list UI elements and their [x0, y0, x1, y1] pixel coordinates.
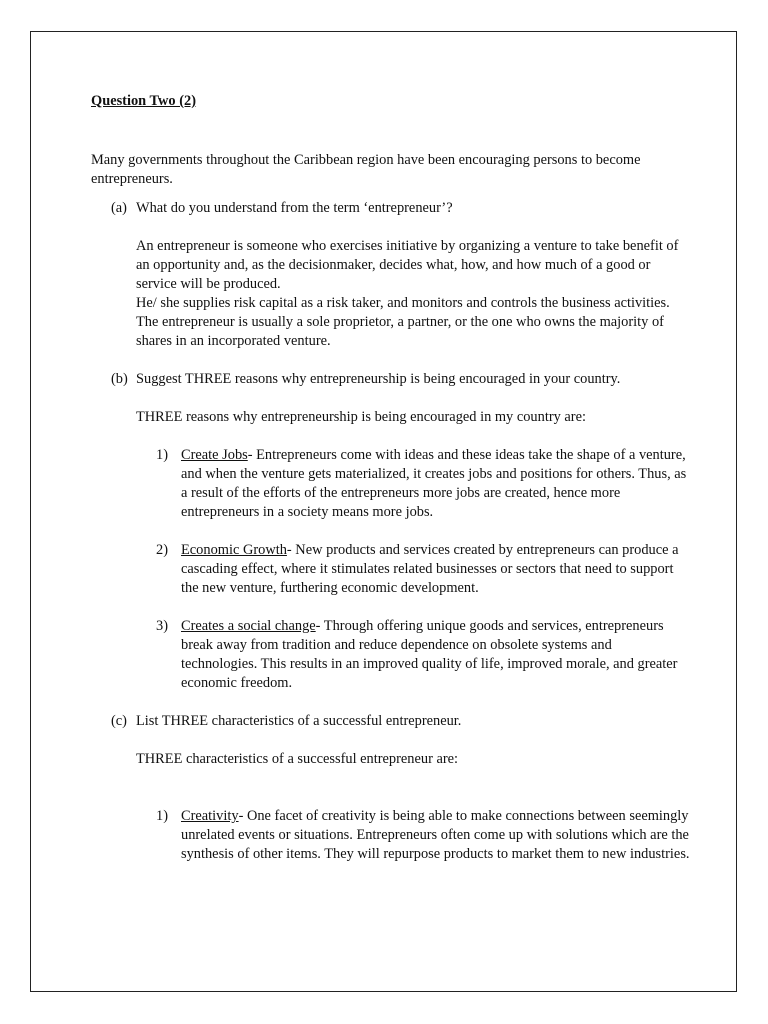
- part-a-label: (a): [111, 200, 127, 216]
- reason-text: - Entrepreneurs come with ideas and these ideas take the shape of a venture, and when the venture gets materialized, it creates jobs and positions for others. Thus, as a result of the efforts of the entrepreneurs more jobs are created, hence more entrepreneurs in a society means more jobs.: [181, 447, 687, 520]
- part-a-answer: [136, 237, 691, 351]
- reason-term: Economic Growth: [181, 542, 287, 558]
- part-b-lead: THREE reasons why entrepreneurship is being encouraged in my country are:: [136, 409, 586, 425]
- reason-body: [181, 541, 691, 598]
- reason-term: Creates a social change: [181, 618, 316, 634]
- question-intro: Many governments throughout the Caribbean region have been encouraging persons to become entrepreneurs.: [91, 152, 641, 187]
- reason-number: 3): [156, 618, 168, 634]
- characteristic-term: Creativity: [181, 808, 239, 824]
- characteristic-text: - One facet of creativity is being able to make connections between seemingly unrelated events or situations. Entrepreneurs often come up with solutions which are the synthesis of other items. They will repurpose products to market them to new industries.: [181, 808, 690, 862]
- part-a-answer-paragraph-1: An entrepreneur is someone who exercises initiative by organizing a venture to take benefit of an opportunity and, as the decisionmaker, decides what, how, and how much of a good or service will be produced.: [136, 238, 679, 292]
- reason-body: [181, 446, 691, 522]
- reason-item: [156, 541, 691, 598]
- question-heading: Question Two (2): [91, 93, 197, 109]
- characteristic-number: 1): [156, 808, 168, 824]
- reason-term: Create Jobs: [181, 447, 248, 463]
- part-b-label: (b): [111, 371, 128, 387]
- part-b-prompt-text: Suggest THREE reasons why entrepreneurship is being encouraged in your country.: [136, 371, 621, 387]
- reason-item: [156, 446, 691, 522]
- part-c-prompt: [111, 712, 691, 731]
- part-b-prompt: [111, 370, 691, 389]
- reason-text: - New products and services created by entrepreneurs can produce a cascading effect, where it stimulates related businesses or sectors that need to support the new venture, furthering economic development.: [181, 542, 679, 596]
- reason-number: 1): [156, 447, 168, 463]
- characteristic-body: [181, 807, 691, 864]
- reason-body: [181, 617, 691, 693]
- part-c-prompt-text: List THREE characteristics of a successful entrepreneur.: [136, 713, 462, 729]
- characteristic-item: [156, 807, 691, 864]
- part-a-prompt-text: What do you understand from the term ‘entrepreneur’?: [136, 200, 453, 216]
- reason-item: [156, 617, 691, 693]
- reason-number: 2): [156, 542, 168, 558]
- part-a-prompt: [111, 199, 691, 218]
- part-c-label: (c): [111, 713, 127, 729]
- reason-text: - Through offering unique goods and services, entrepreneurs break away from tradition and reduce dependence on obsolete systems and technologies. This results in an improved quality of life, improved morale, and greater economic freedom.: [181, 618, 678, 691]
- part-c-lead: THREE characteristics of a successful entrepreneur are:: [136, 751, 459, 767]
- document-content: [91, 92, 691, 864]
- part-a-answer-paragraph-2: He/ she supplies risk capital as a risk taker, and monitors and controls the business activities. The entrepreneur is usually a sole proprietor, a partner, or the one who owns the majority of shares in an incorporated venture.: [136, 295, 670, 349]
